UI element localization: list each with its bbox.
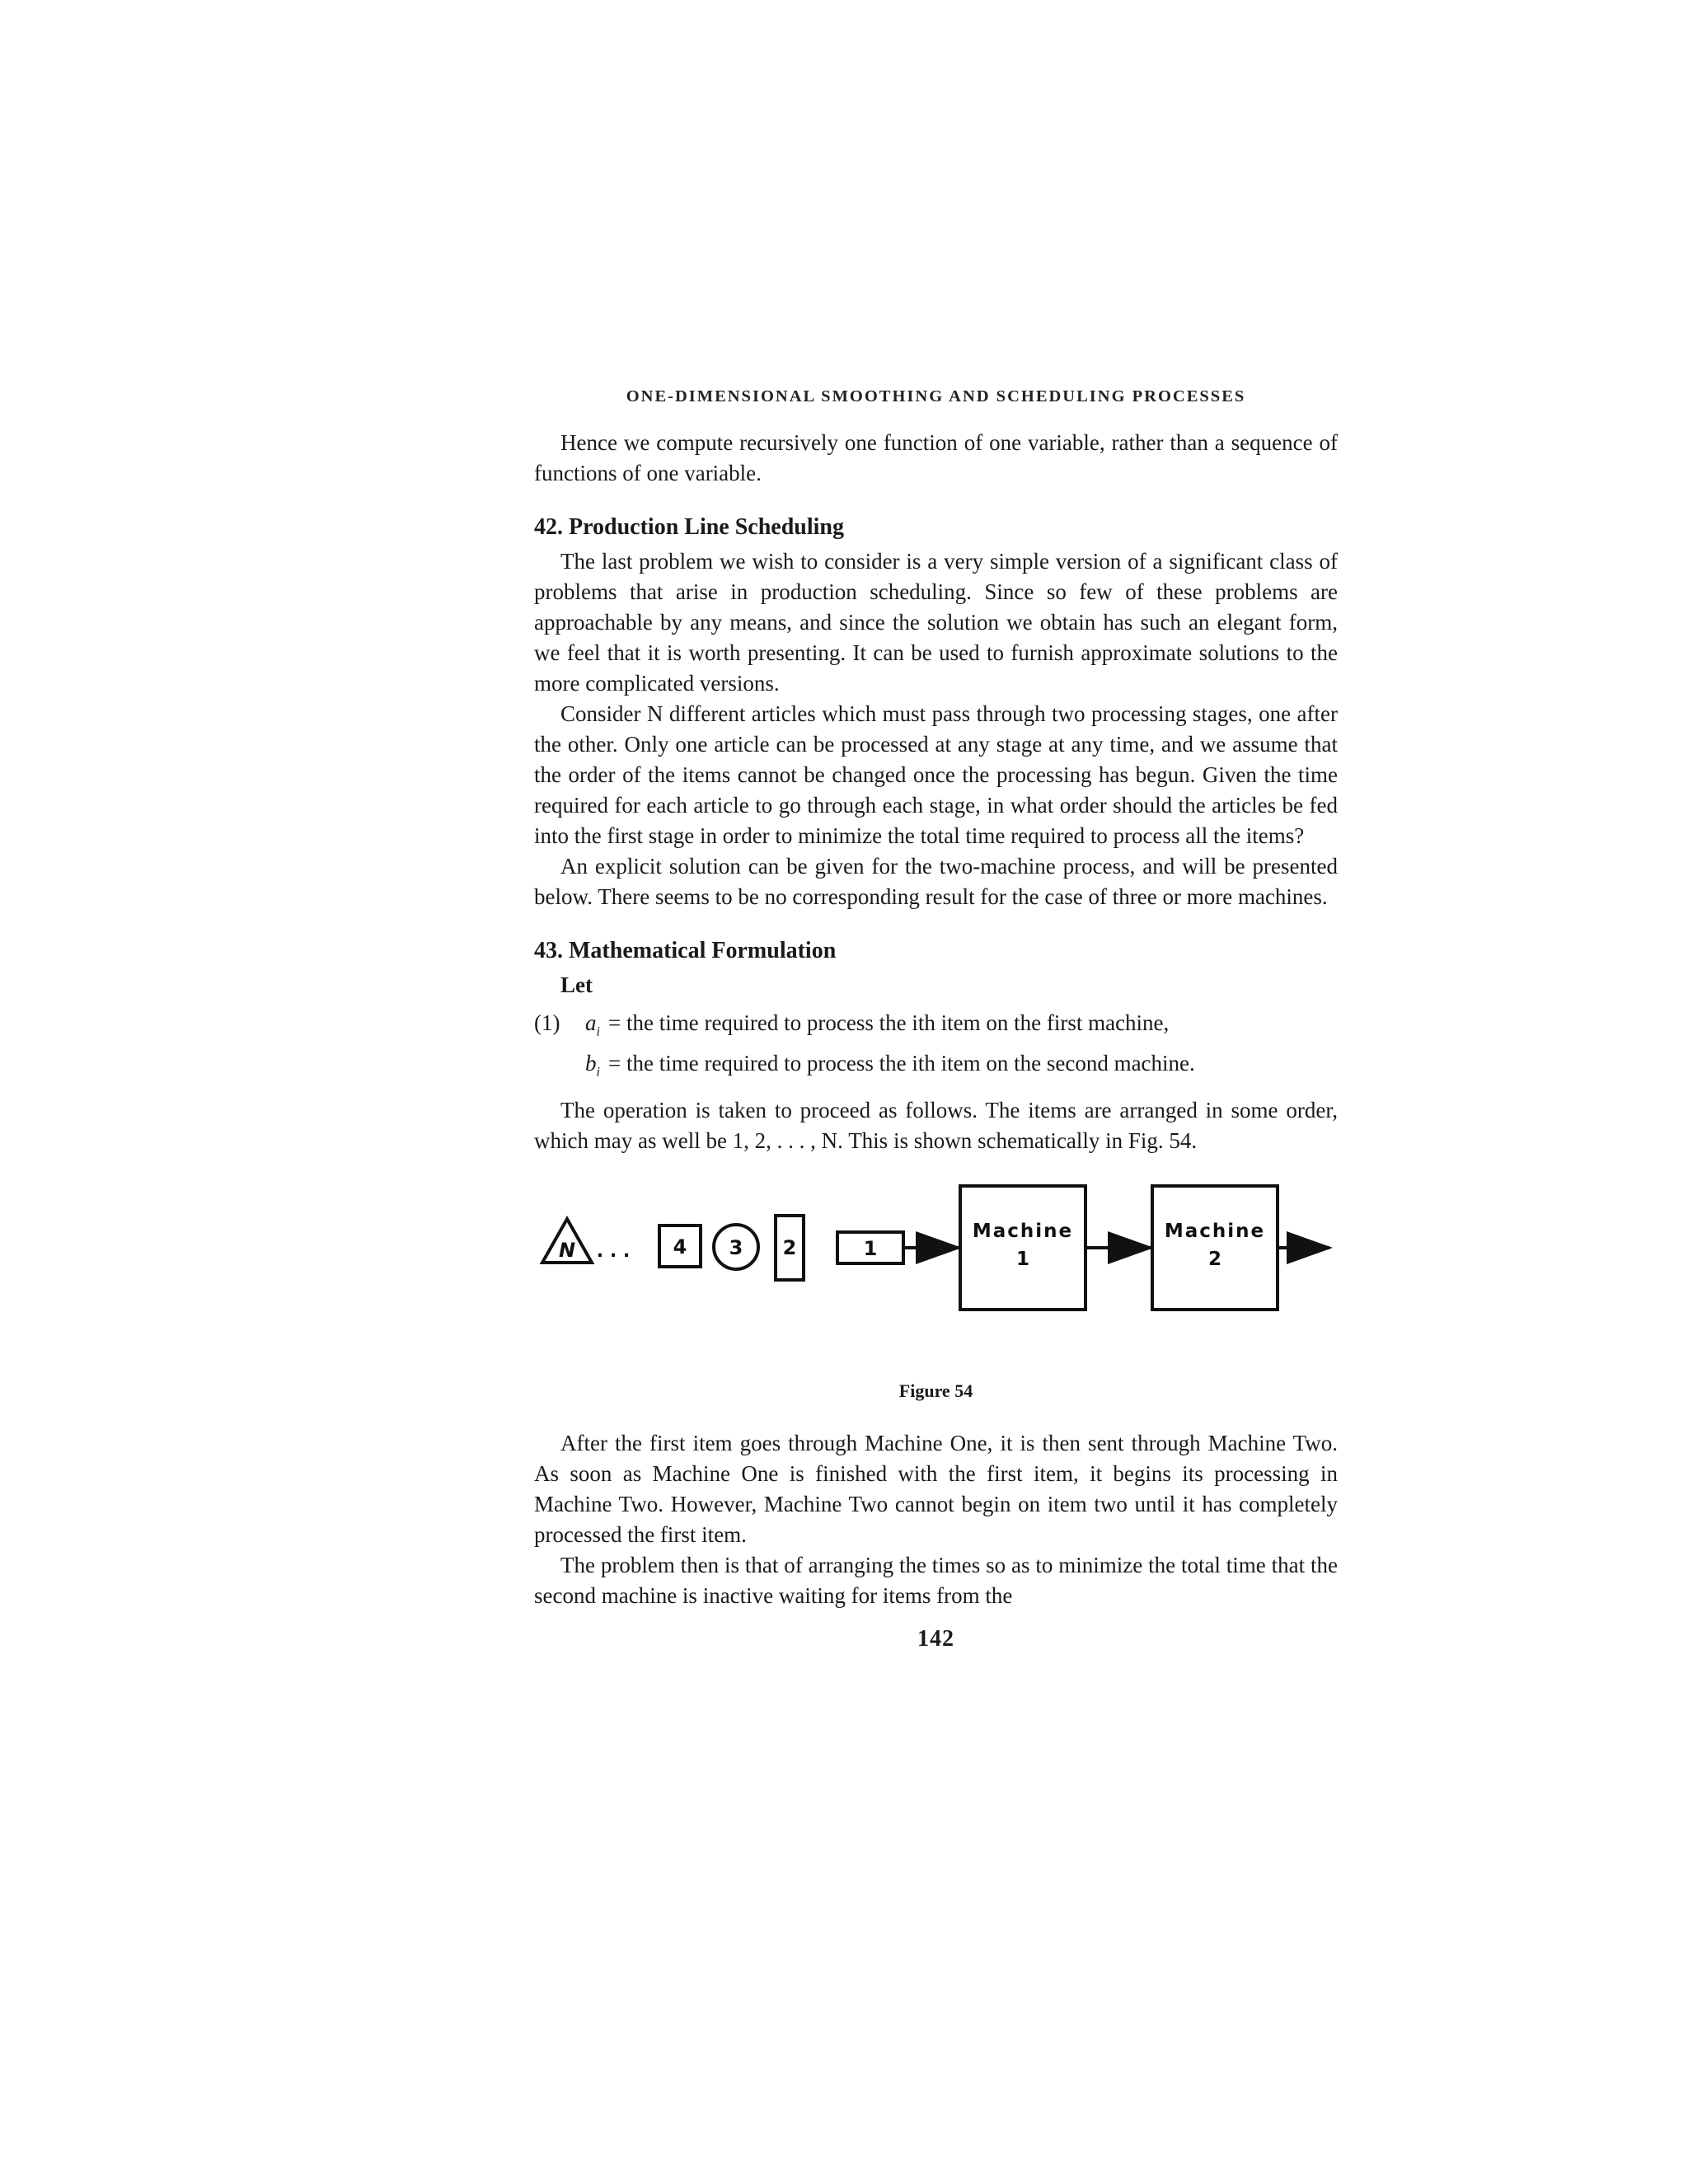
let-word: Let [560,972,593,997]
item-1-label: 1 [863,1236,878,1260]
equation-row-b [534,1047,1338,1088]
machine-1-label: Machine [972,1220,1074,1242]
section-43-paragraph: The operation is taken to proceed as follows. The items are arranged in some order, which may as well be 1, 2, . . . , N. This is shown schematically in Fig. 54. [534,1097,1338,1153]
equation-text-a: = the time required to process the ith item on the first machine, [608,1010,1170,1035]
equation-1 [534,1007,1338,1089]
equation-number: (1) [534,1010,560,1035]
item-2-label: 2 [782,1235,797,1259]
figure-54-diagram [534,1184,1338,1374]
section-42-paragraph-1: The last problem we wish to consider is a very simple version of a significant class of problems that arise in production scheduling. Since so few of these problems are approachable by any means, and since the solution we obtain has such an elegant form, we feel that it is worth presenting. It can be used to furnish approximate solutions to the more complicated versions. [534,549,1338,696]
ellipsis: . . . [596,1240,631,1262]
after-figure-paragraph-1: After the first item goes through Machine One, it is then sent through Machine Two. As soon as Machine One is finished with the first item, it begins its processing in Machine Two. However, Machine Two cannot begin on item two until it has completely processed the first item. [534,1430,1338,1547]
machine-2-number: 2 [1207,1248,1222,1270]
section-42-heading: 42. Production Line Scheduling [534,514,845,540]
equation-text-b: = the time required to process the ith item on the second machine. [608,1051,1195,1076]
item-4-label: 4 [673,1235,687,1258]
equation-lhs-a: $a_i$ [585,1010,600,1039]
item-3-label: 3 [729,1235,743,1259]
figure-54 [534,1184,1338,1374]
machine-1-box [960,1186,1085,1310]
section-42-paragraph-3: An explicit solution can be given for the two-machine process, and will be presented below. There seems to be no corresponding result for the case of three or more machines. [534,854,1338,909]
equation-lhs-b: $b_i$ [585,1051,600,1080]
page-number: 142 [917,1625,954,1652]
machine-2-label: Machine [1164,1220,1266,1242]
section-42-paragraph-2: Consider N different articles which must pass through two processing stages, one after the other. Only one article can be processed at any stage at any time, and we assume that the order of the items cannot be changed once the processing has begun. Given the time required for each article to go through each stage, in what order should the articles be fed into the first stage in order to minimize the total time required to process all the items? [534,701,1338,848]
intro-paragraph: Hence we compute recursively one function of one variable, rather than a sequence of functions of one variable. [534,430,1338,485]
section-43-heading: 43. Mathematical Formulation [534,938,837,963]
machine-1-number: 1 [1015,1248,1030,1270]
after-figure-paragraph-2: The problem then is that of arranging the times so as to minimize the total time that the second machine is inactive waiting for items from the [534,1552,1338,1608]
running-head: ONE-DIMENSIONAL SMOOTHING AND SCHEDULING PROCESSES [626,387,1246,405]
page-content [534,387,1338,1652]
item-n-label: N [558,1238,576,1262]
machine-2-box [1152,1186,1278,1310]
figure-caption: Figure 54 [898,1380,973,1401]
equation-row-a [534,1007,1338,1047]
